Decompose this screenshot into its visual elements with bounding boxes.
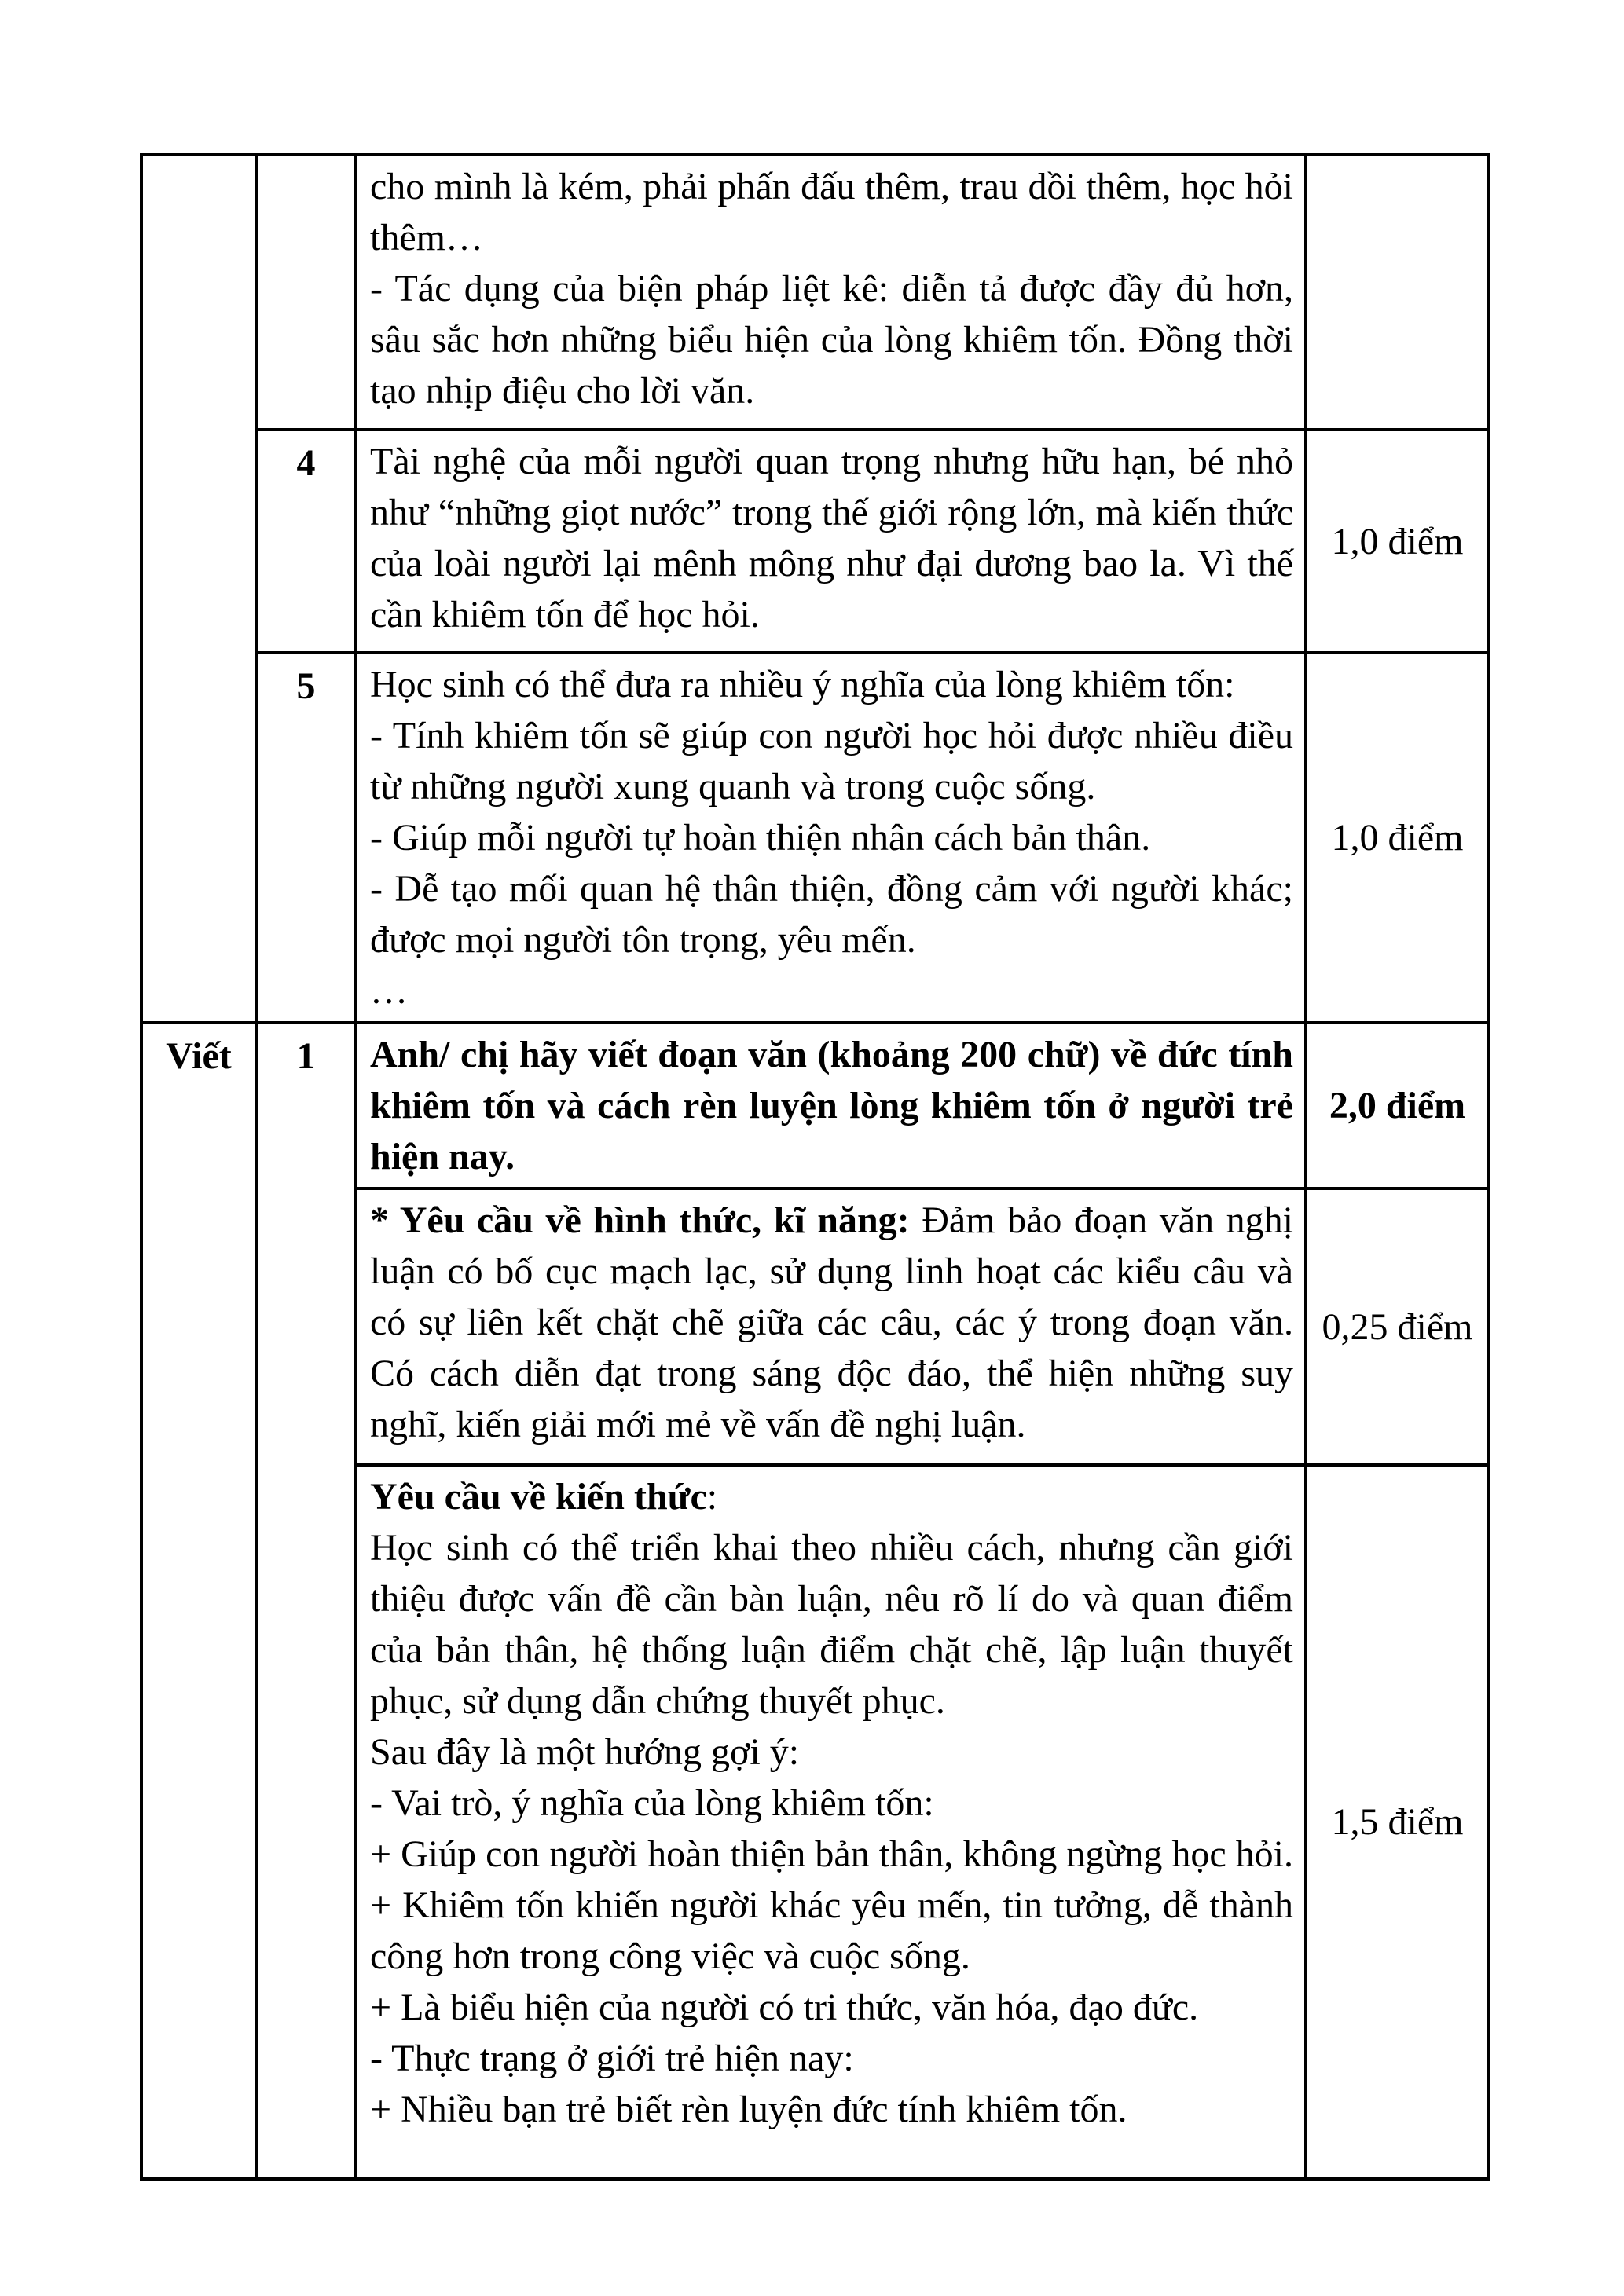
answer-paragraph: - Tính khiêm tốn sẽ giúp con người học hỏi được nhiều điều từ những người xung quanh và trong cuộc sống. — [370, 715, 1293, 807]
essay-question-cell — [356, 1023, 1306, 1188]
table-row — [141, 653, 1489, 1023]
knowledge-paragraph: + Giúp con người hoàn thiện bản thân, không ngừng học hỏi. — [370, 1833, 1293, 1875]
knowledge-paragraph: - Thực trạng ở giới trẻ hiện nay: — [370, 2038, 854, 2079]
points-cell: 2,0 điểm — [1306, 1023, 1489, 1188]
knowledge-requirement-colon: : — [706, 1476, 718, 1518]
knowledge-requirement-heading — [370, 1471, 1293, 1522]
answer-content-cell — [356, 430, 1306, 653]
grading-rubric-table — [140, 153, 1490, 2181]
knowledge-paragraph: - Vai trò, ý nghĩa của lòng khiêm tốn: — [370, 1782, 934, 1824]
answer-paragraph: - Dễ tạo mối quan hệ thân thiện, đồng cảm với người khác; được mọi người tôn trọng, yêu mến. — [370, 868, 1293, 961]
points-cell-empty — [1306, 155, 1489, 430]
knowledge-requirement-cell — [356, 1465, 1306, 2179]
knowledge-paragraph: Sau đây là một hướng gợi ý: — [370, 1731, 800, 1773]
knowledge-paragraph: + Là biểu hiện của người có tri thức, văn hóa, đạo đức. — [370, 1987, 1199, 2028]
question-number-cell: 4 — [256, 430, 356, 653]
knowledge-paragraph: + Khiêm tốn khiến người khác yêu mến, tin tưởng, dễ thành công hơn trong công việc và cuộc sống. — [370, 1884, 1293, 1977]
section-cell-viet: Viết — [141, 1023, 256, 2179]
question-number-cell: 1 — [256, 1023, 356, 2179]
format-requirement-rest: Đảm bảo đoạn văn nghị luận có bố cục mạch lạc, sử dụng linh hoạt các kiểu câu và có sự liên kết chặt chẽ giữa các câu, các ý trong đoạn văn. Có cách diễn đạt trong sáng độc đáo, thể hiện những suy nghĩ, kiến giải mới mẻ về vấn đề nghị luận. — [370, 1199, 1293, 1445]
section-cell-empty — [141, 155, 256, 1023]
knowledge-requirement-lead: Yêu cầu về kiến thức — [370, 1476, 707, 1518]
essay-question-text: Anh/ chị hãy viết đoạn văn (khoảng 200 chữ) về đức tính khiêm tốn và cách rèn luyện lòng khiêm tốn ở người trẻ hiện nay. — [370, 1034, 1293, 1177]
points-cell: 0,25 điểm — [1306, 1188, 1489, 1465]
answer-paragraph: - Tác dụng của biện pháp liệt kê: diễn tả được đầy đủ hơn, sâu sắc hơn những biểu hiện của lòng khiêm tốn. Đồng thời tạo nhịp điệu cho lời văn. — [370, 268, 1293, 412]
table-row — [141, 430, 1489, 653]
question-number-cell-empty — [256, 155, 356, 430]
points-cell: 1,0 điểm — [1306, 653, 1489, 1023]
answer-paragraph: cho mình là kém, phải phấn đấu thêm, trau dồi thêm, học hỏi thêm… — [370, 166, 1293, 258]
format-requirement-lead: * Yêu cầu về hình thức, kĩ năng: — [370, 1199, 910, 1241]
answer-paragraph: Tài nghệ của mỗi người quan trọng nhưng hữu hạn, bé nhỏ như “những giọt nước” trong thế giới rộng lớn, mà kiến thức của loài người lại mênh mông như đại dương bao la. Vì thế cần khiêm tốn để học hỏi. — [370, 441, 1293, 635]
table-row — [141, 155, 1489, 430]
answer-content-cell — [356, 155, 1306, 430]
answer-paragraph: Học sinh có thể đưa ra nhiều ý nghĩa của lòng khiêm tốn: — [370, 664, 1235, 705]
format-requirement-cell — [356, 1188, 1306, 1465]
format-requirement-paragraph — [370, 1195, 1293, 1450]
points-cell: 1,5 điểm — [1306, 1465, 1489, 2179]
answer-paragraph: … — [370, 970, 408, 1012]
answer-content-cell — [356, 653, 1306, 1023]
points-cell: 1,0 điểm — [1306, 430, 1489, 653]
answer-paragraph: - Giúp mỗi người tự hoàn thiện nhân cách bản thân. — [370, 817, 1151, 859]
knowledge-paragraph: + Nhiều bạn trẻ biết rèn luyện đức tính khiêm tốn. — [370, 2089, 1127, 2130]
table-row — [141, 1023, 1489, 1188]
question-number-cell: 5 — [256, 653, 356, 1023]
knowledge-paragraph: Học sinh có thể triển khai theo nhiều cách, nhưng cần giới thiệu được vấn đề cần bàn luận, nêu rõ lí do và quan điểm của bản thân, hệ thống luận điểm chặt chẽ, lập luận thuyết phục, sử dụng dẫn chứng thuyết phục. — [370, 1527, 1293, 1722]
